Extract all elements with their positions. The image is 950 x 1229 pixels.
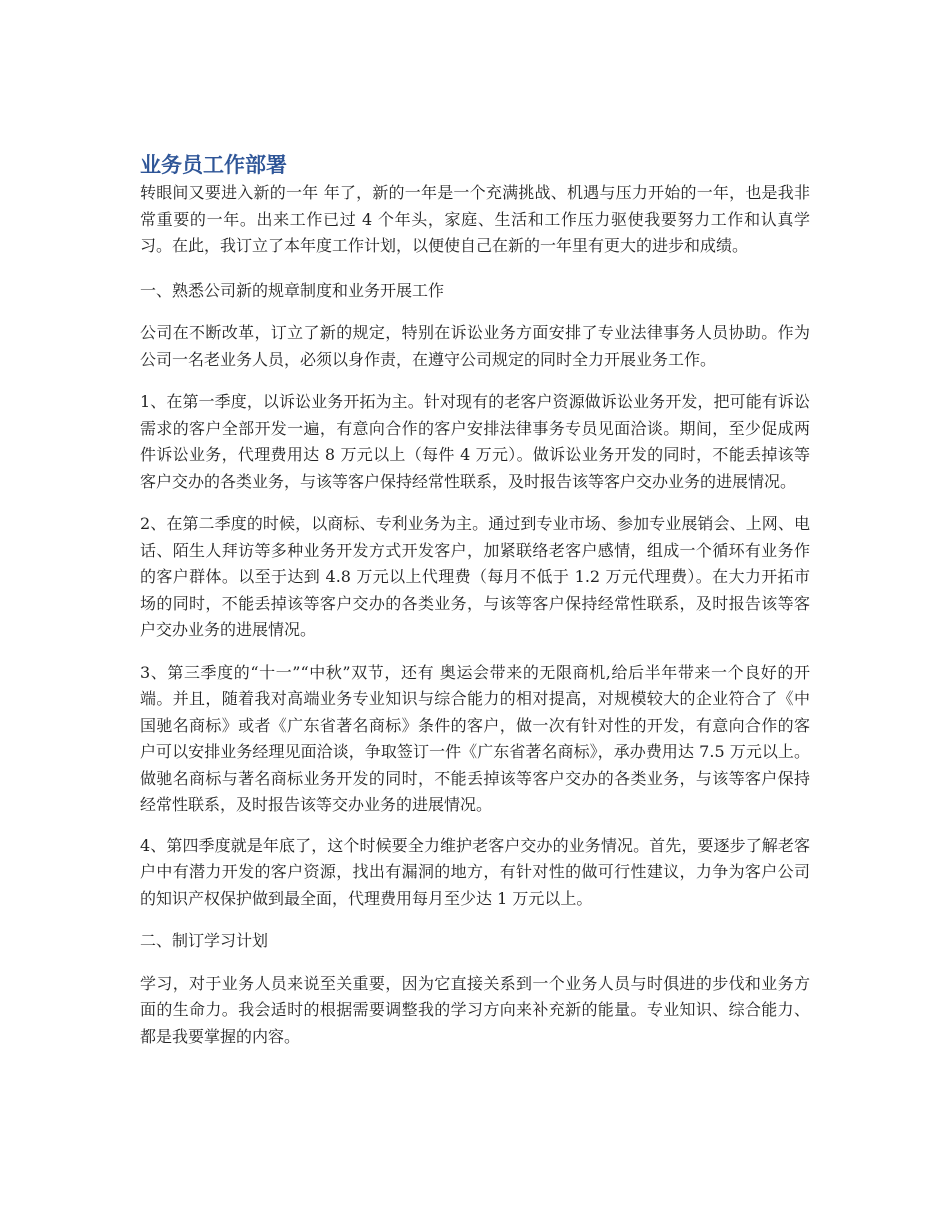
paragraph-q4: 4、第四季度就是年底了，这个时候要全力维护老客户交办的业务情况。首先，要逐步了解老客户中有潜力开发的客户资源，找出有漏洞的地方，有针对性的做可行性建议，力争为客户公司的知识产权保护做到最全面，代理费用每月至少达 1 万元以上。 — [140, 835, 810, 908]
paragraph-q2: 2、在第二季度的时候，以商标、专利业务为主。通过到专业市场、参加专业展销会、上网、电话、陌生人拜访等多种业务开发方式开发客户，加紧联络老客户感情，组成一个循环有业务作的客户群体。以至于达到 4.8 万元以上代理费（每月不低于 1.2 万元代理费）。在大力开拓市场的同时，不能丢掉该等客户交办的各类业务，与该等客户保持经常性联系，及时报告该等客户交办业务的进展情况。 — [140, 514, 810, 639]
paragraph-company-rules: 公司在不断改革，订立了新的规定，特别在诉讼业务方面安排了专业法律事务人员协助。作为公司一名老业务人员，必须以身作责，在遵守公司规定的同时全力开展业务工作。 — [140, 323, 810, 369]
paragraph-q1: 1、在第一季度，以诉讼业务开拓为主。针对现有的老客户资源做诉讼业务开发，把可能有诉讼需求的客户全部开发一遍，有意向合作的客户安排法律事务专员见面洽谈。期间，至少促成两件诉讼业务，代理费用达 8 万元以上（每件 4 万元）。做诉讼业务开发的同时，不能丢掉该等客户交办的各类业务，与该等客户保持经常性联系，及时报告该等客户交办业务的进展情况。 — [140, 392, 810, 491]
section-heading-1: 一、熟悉公司新的规章制度和业务开展工作 — [140, 280, 445, 300]
document-title: 业务员工作部署 — [140, 153, 287, 177]
section-heading-2: 二、制订学习计划 — [140, 931, 269, 950]
paragraph-study-plan: 学习，对于业务人员来说至关重要，因为它直接关系到一个业务人员与时俱进的步伐和业务方面的生命力。我会适时的根据需要调整我的学习方向来补充新的能量。专业知识、综合能力、都是我要掌握的内容。 — [140, 973, 810, 1046]
document-page — [140, 150, 810, 1050]
paragraph-q3: 3、第三季度的“十一”“中秋”双节，还有 奥运会带来的无限商机,给后半年带来一个良好的开端。并且，随着我对高端业务专业知识与综合能力的相对提高，对规模较大的企业符合了《中国驰名商标》或者《广东省著名商标》条件的客户，做一次有针对性的开发，有意向合作的客户可以安排业务经理见面洽谈，争取签订一件《广东省著名商标》，承办费用达 7.5 万元以上。做驰名商标与著名商标业务开发的同时，不能丢掉该等客户交办的各类业务，与该等客户保持经常性联系，及时报告该等交办业务的进展情况。 — [140, 662, 810, 814]
intro-paragraph: 转眼间又要进入新的一年 年了，新的一年是一个充满挑战、机遇与压力开始的一年，也是我非常重要的一年。出来工作已过 4 个年头，家庭、生活和工作压力驱使我要努力工作和认真学习。在此，我订立了本年度工作计划，以便使自己在新的一年里有更大的进步和成绩。 — [140, 183, 810, 255]
